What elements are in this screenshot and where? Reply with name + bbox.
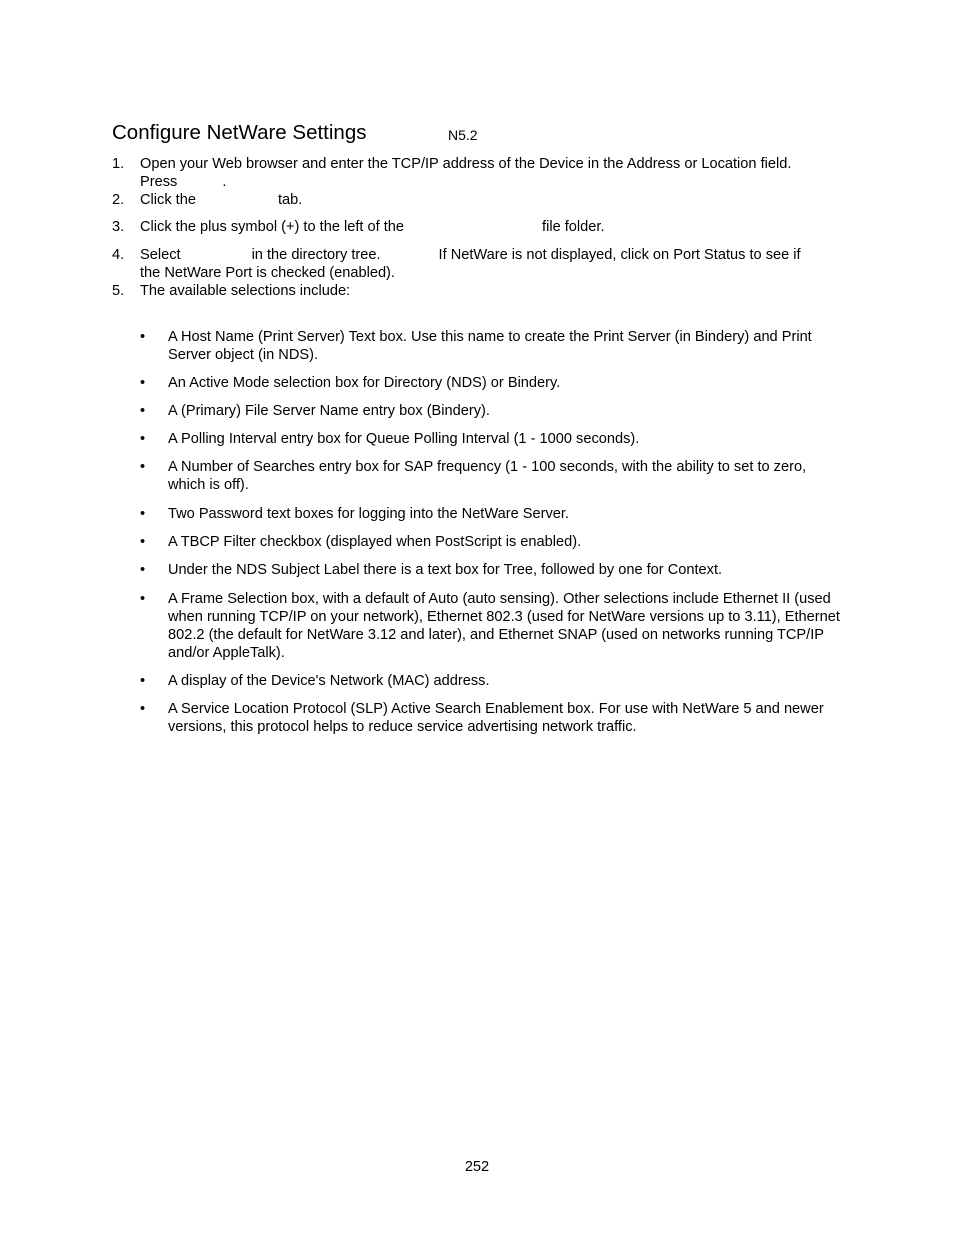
step-text: Click the plus symbol (+) to the left of the file folder.	[140, 219, 605, 235]
list-item: • A Polling Interval entry box for Queue Polling Interval (1 - 1000 seconds).	[140, 431, 640, 447]
step-text: Select in the directory tree. If NetWare is not displayed, click on Port Status to see if the NetWare Port is checked (enabled).	[140, 247, 801, 281]
list-item: • An Active Mode selection box for Directory (NDS) or Bindery.	[140, 375, 561, 391]
step-number: 4.	[112, 247, 125, 263]
list-item: • A TBCP Filter checkbox (displayed when PostScript is enabled).	[140, 534, 582, 550]
bullet-icon: •	[140, 431, 146, 447]
page-number: 252	[464, 1159, 490, 1175]
section-code: N5.2	[448, 127, 478, 143]
list-item: • A Host Name (Print Server) Text box. Use this name to create the Print Server (in Bindery) and Print Server object (in NDS).	[140, 329, 812, 363]
bullet-icon: •	[140, 701, 146, 717]
bullet-icon: •	[140, 534, 146, 550]
step-number: 1.	[112, 156, 125, 172]
step-item	[112, 155, 842, 190]
bullet-icon: •	[140, 673, 146, 689]
step-item	[112, 246, 842, 281]
list-item: • A Frame Selection box, with a default of Auto (auto sensing). Other selections include Ethernet II (used when running TCP/IP on your network), Ethernet 802.3 (used for NetWare versions up to 3.11), Ethernet 802.2 (the default for NetWare 3.12 and later), and Ethernet SNAP (used on networks running TCP/IP and/or AppleTalk).	[140, 591, 840, 661]
page-heading	[112, 121, 478, 145]
bullet-icon: •	[140, 403, 146, 419]
list-item: • Under the NDS Subject Label there is a text box for Tree, followed by one for Context.	[140, 562, 723, 578]
step-number: 2.	[112, 192, 125, 208]
step-text: Open your Web browser and enter the TCP/IP address of the Device in the Address or Location field. Press .	[140, 156, 792, 190]
selections-list	[140, 328, 842, 737]
list-item: • A Service Location Protocol (SLP) Active Search Enablement box. For use with NetWare 5 and newer versions, this protocol helps to reduce service advertising network traffic.	[140, 701, 824, 735]
step-number: 5.	[112, 283, 125, 299]
step-item	[112, 191, 842, 209]
list-item: • Two Password text boxes for logging into the NetWare Server.	[140, 506, 569, 522]
step-number: 3.	[112, 219, 125, 235]
list-item: • A Number of Searches entry box for SAP frequency (1 - 100 seconds, with the ability to set to zero, which is off).	[140, 459, 807, 493]
list-item: • A (Primary) File Server Name entry box (Bindery).	[140, 403, 490, 419]
step-item	[112, 282, 842, 300]
step-item	[112, 218, 842, 236]
bullet-icon: •	[140, 591, 146, 607]
bullet-icon: •	[140, 329, 146, 345]
list-item: • A display of the Device's Network (MAC) address.	[140, 673, 490, 689]
bullet-icon: •	[140, 506, 146, 522]
steps-list	[112, 155, 842, 300]
page-title: Configure NetWare Settings	[112, 121, 367, 144]
step-text: The available selections include:	[140, 283, 351, 299]
step-text: Click the tab.	[140, 192, 303, 208]
bullet-icon: •	[140, 459, 146, 475]
bullet-icon: •	[140, 562, 146, 578]
bullet-icon: •	[140, 375, 146, 391]
